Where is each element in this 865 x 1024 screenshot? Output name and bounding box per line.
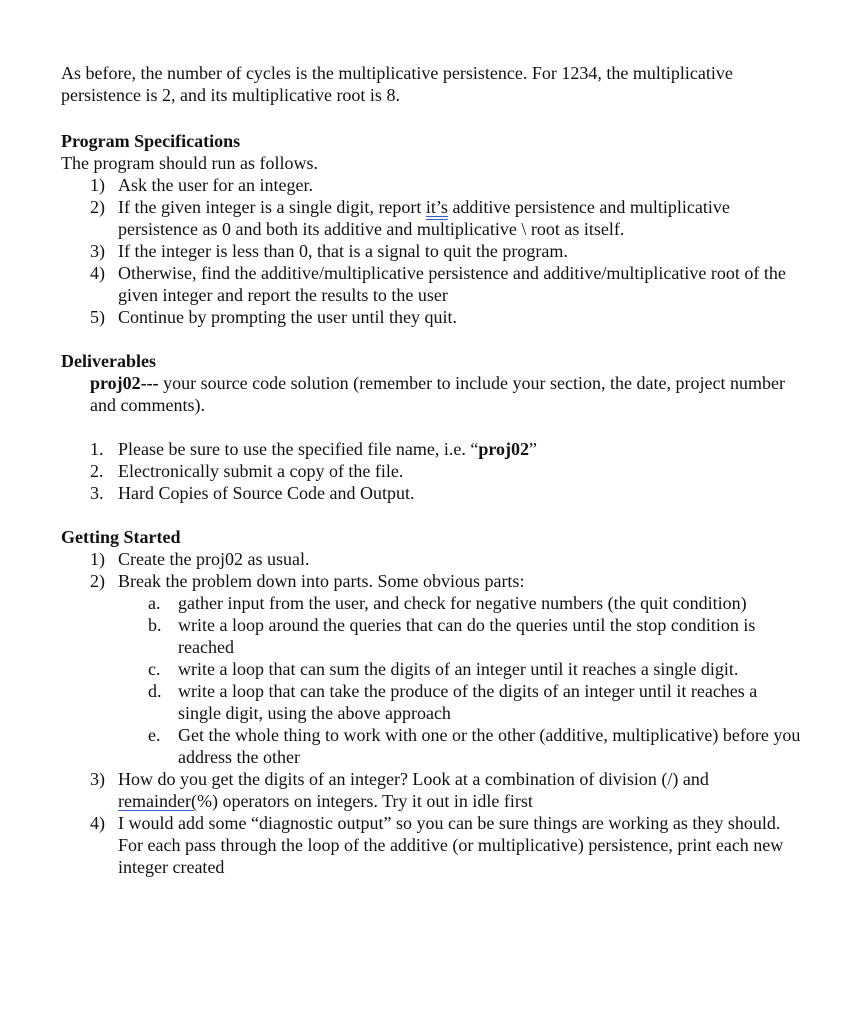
list-text: Otherwise, find the additive/multiplicative persistence and additive/multiplicative root of the given integer and report the results to the user	[118, 263, 786, 305]
grammar-flagged-word[interactable]: it’s	[425, 197, 448, 217]
list-text: Break the problem down into parts. Some obvious parts:	[118, 571, 525, 591]
intro-paragraph: As before, the number of cycles is the multiplicative persistence. For 1234, the multiplicative persistence is 2, and its multiplicative root is 8.	[61, 63, 733, 105]
sub-list-letter: a.	[148, 593, 161, 613]
list-text: Continue by prompting the user until they quit.	[118, 307, 457, 327]
sub-list-text: write a loop that can take the produce of the digits of an integer until it reaches a single digit, using the above approach	[178, 681, 758, 723]
file-name: proj02	[478, 439, 530, 459]
list-item	[61, 548, 801, 570]
sub-list-item	[118, 592, 801, 614]
file-label: proj02---	[90, 373, 159, 393]
list-item	[61, 460, 801, 482]
list-item	[61, 240, 801, 262]
list-number: 2.	[90, 461, 104, 481]
sub-list-text: write a loop that can sum the digits of an integer until it reaches a single digit.	[178, 659, 739, 679]
list-text: Create the proj02 as usual.	[118, 549, 310, 569]
program-specifications-section	[61, 130, 801, 328]
grammar-flagged-word[interactable]: remainder(	[118, 791, 197, 811]
list-text: Ask the user for an integer.	[118, 175, 313, 195]
sub-list-letter: b.	[148, 615, 162, 635]
program-specifications-title: Program Specifications	[61, 131, 241, 151]
list-number: 4)	[90, 813, 105, 833]
getting-started-list	[61, 548, 801, 878]
program-specifications-lead: The program should run as follows.	[61, 153, 318, 173]
list-number: 5)	[90, 307, 105, 327]
document-page	[61, 62, 801, 878]
list-item	[61, 812, 801, 878]
list-text: If the integer is less than 0, that is a signal to quit the program.	[118, 241, 568, 261]
list-text: I would add some “diagnostic output” so you can be sure things are working as they should. For each pass through the loop of the additive (or multiplicative) persistence, print each new integer created	[118, 813, 784, 877]
list-text-pre: If the given integer is a single digit, report	[118, 197, 426, 217]
list-item	[61, 570, 801, 768]
list-item	[61, 768, 801, 812]
sub-list-item	[118, 614, 801, 658]
list-item	[61, 196, 801, 240]
getting-started-section	[61, 526, 801, 878]
list-text-post: ”	[529, 439, 538, 459]
list-text-pre: How do you get the digits of an integer? Look at a combination of division (/) and	[118, 769, 709, 789]
list-text: Hard Copies of Source Code and Output.	[118, 483, 415, 503]
list-number: 2)	[90, 571, 105, 591]
list-number: 4)	[90, 263, 105, 283]
sub-list-text: write a loop around the queries that can do the queries until the stop condition is reached	[178, 615, 756, 657]
list-item	[61, 306, 801, 328]
list-number: 3.	[90, 483, 104, 503]
list-number: 1.	[90, 439, 104, 459]
list-text: Electronically submit a copy of the file.	[118, 461, 404, 481]
sub-list-letter: d.	[148, 681, 162, 701]
getting-started-title: Getting Started	[61, 527, 181, 547]
list-number: 3)	[90, 769, 105, 789]
list-item	[61, 438, 801, 460]
sub-list-text: gather input from the user, and check for negative numbers (the quit condition)	[178, 593, 747, 613]
file-description: your source code solution (remember to include your section, the date, project number and comments).	[90, 373, 785, 415]
list-item	[61, 174, 801, 196]
sub-list-text: Get the whole thing to work with one or the other (additive, multiplicative) before you address the other	[178, 725, 801, 767]
list-item	[61, 262, 801, 306]
list-number: 2)	[90, 197, 105, 217]
list-number: 1)	[90, 549, 105, 569]
list-item	[61, 482, 801, 504]
list-text-post: additive persistence and multiplicative persistence as 0 and both its additive and multiplicative \ root as itself.	[118, 197, 730, 239]
sub-list-letter: e.	[148, 725, 161, 745]
deliverables-description	[61, 372, 801, 416]
sub-list-letter: c.	[148, 659, 161, 679]
list-number: 1)	[90, 175, 105, 195]
list-text-pre: Please be sure to use the specified file name, i.e. “	[118, 439, 479, 459]
getting-started-sublist	[118, 592, 801, 768]
sub-list-item	[118, 658, 801, 680]
list-text-post: %) operators on integers. Try it out in idle first	[196, 791, 533, 811]
deliverables-list	[61, 438, 801, 504]
program-specifications-list	[61, 174, 801, 328]
deliverables-section	[61, 350, 801, 504]
deliverables-title: Deliverables	[61, 351, 156, 371]
sub-list-item	[118, 724, 801, 768]
sub-list-item	[118, 680, 801, 724]
list-number: 3)	[90, 241, 105, 261]
